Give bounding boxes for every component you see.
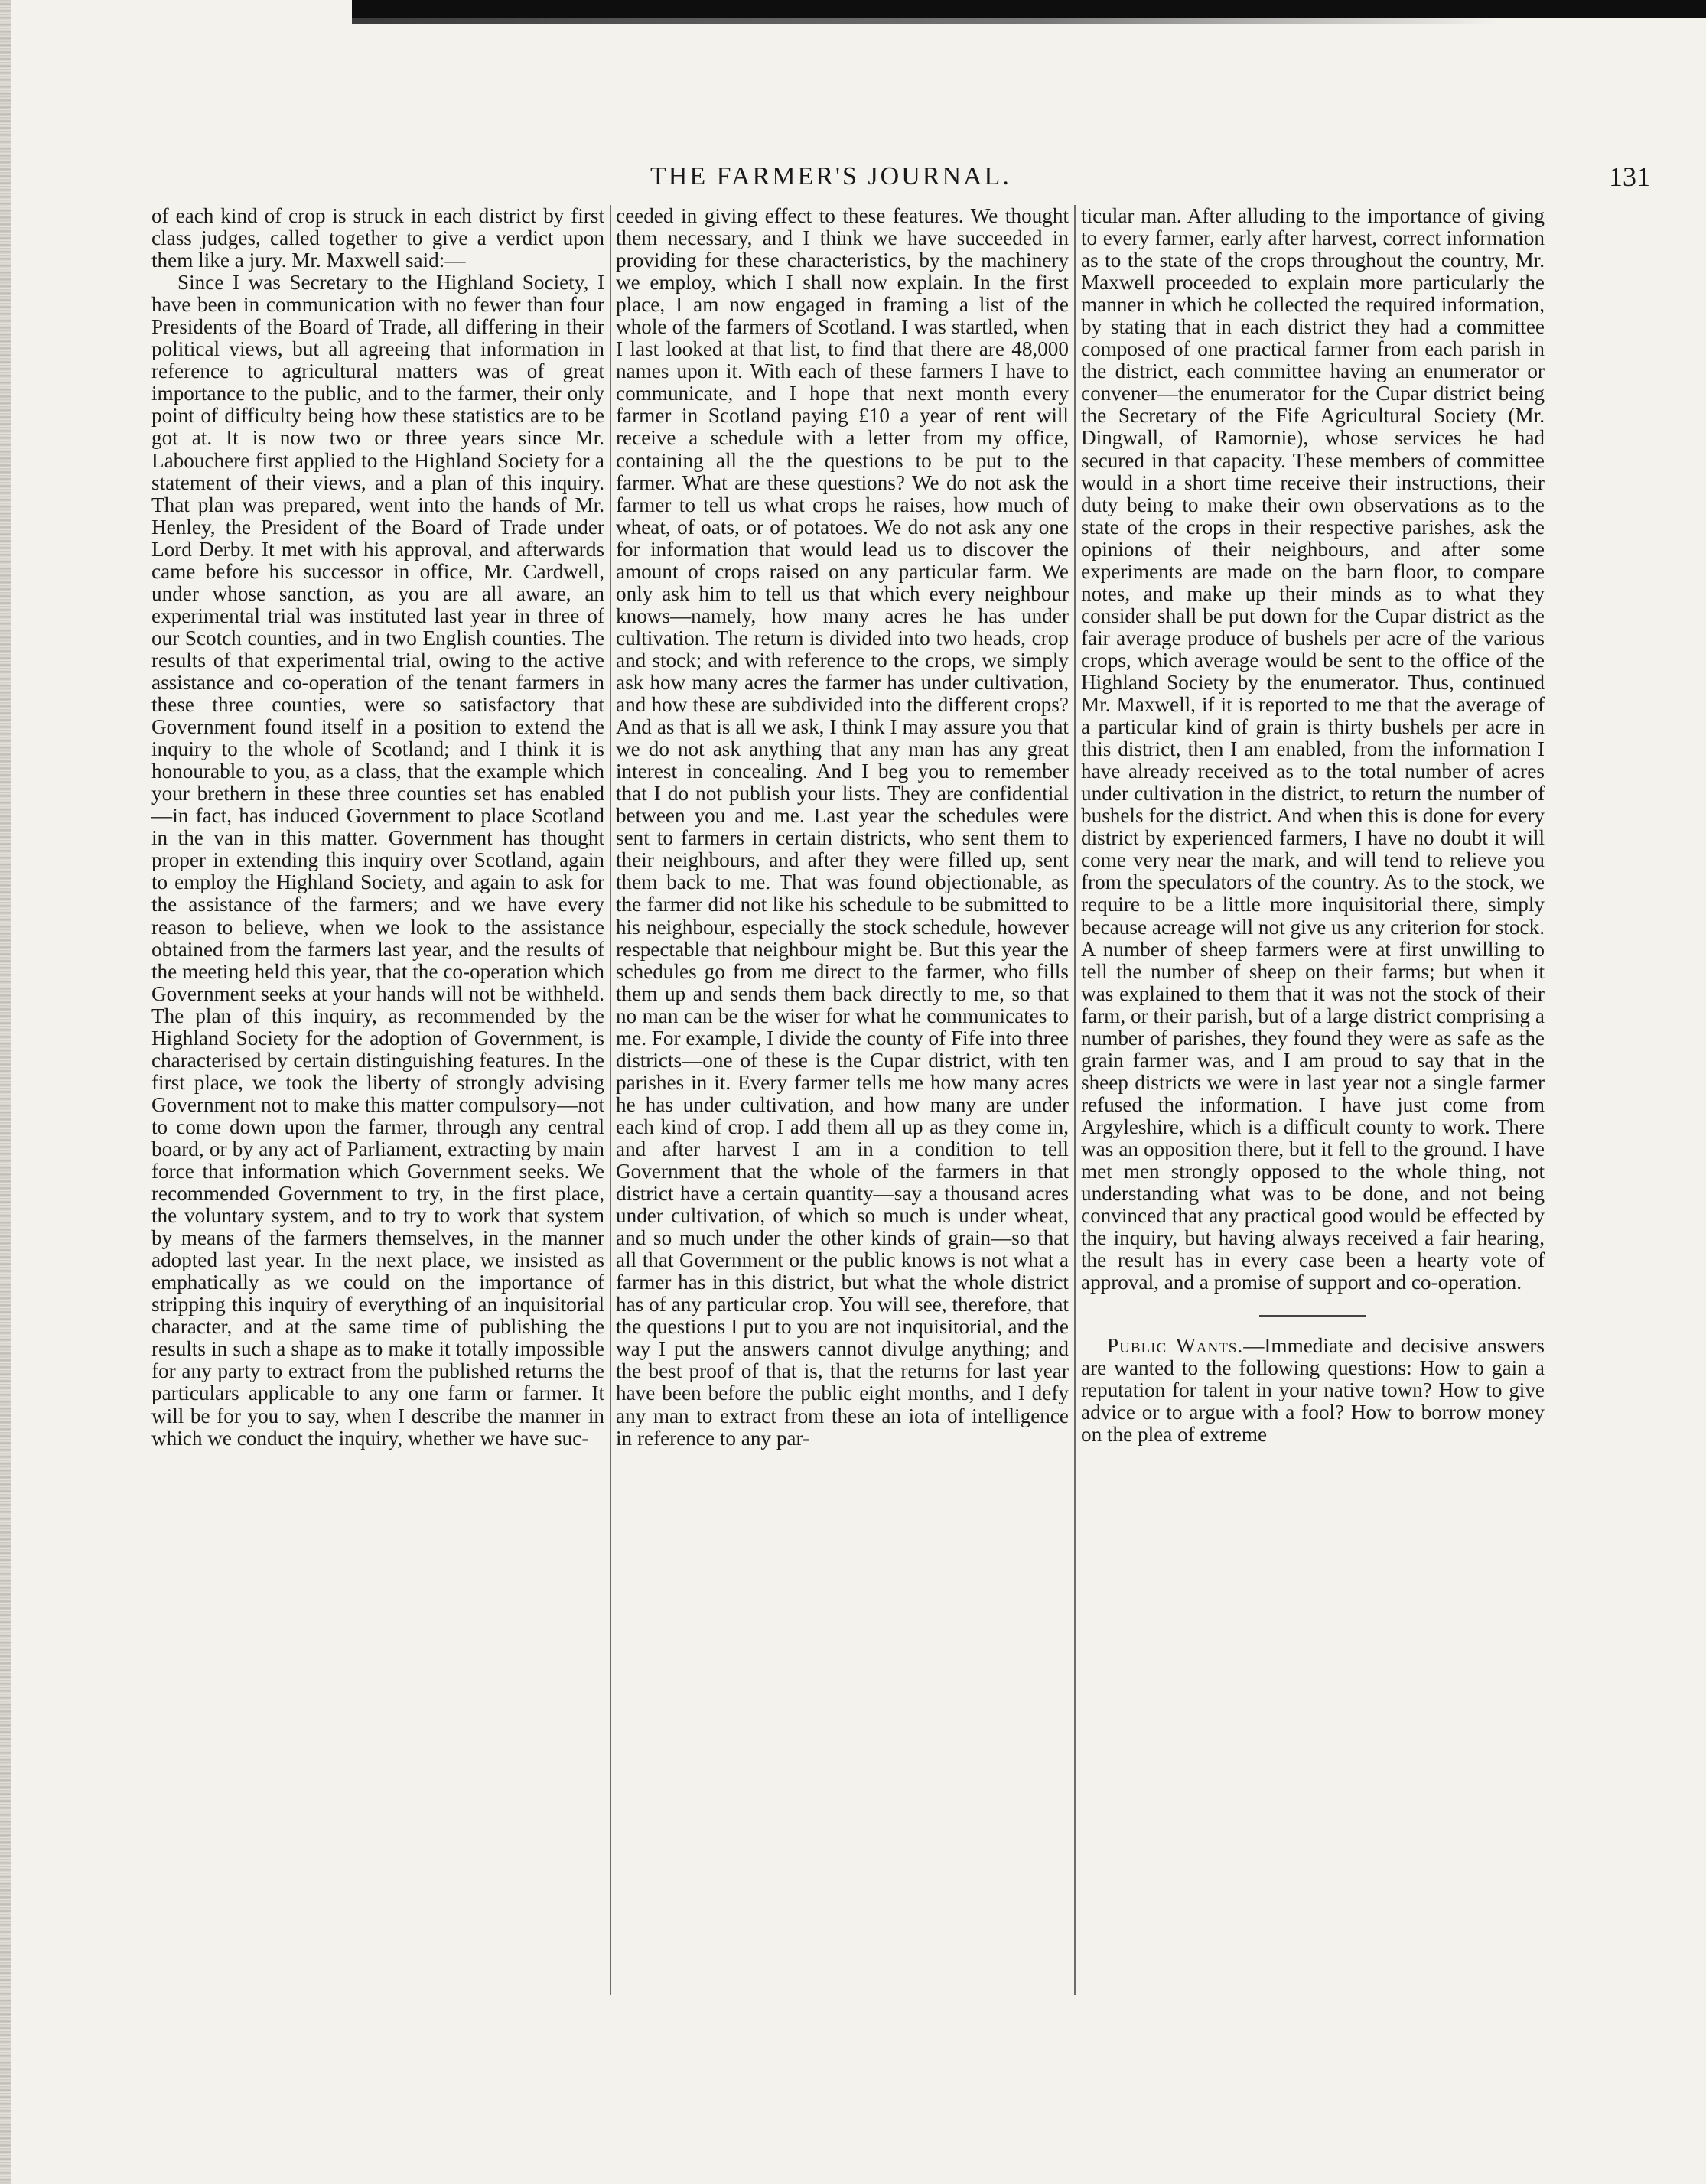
column-3 <box>1081 205 1545 2003</box>
col1-paragraph-2: Since I was Secretary to the Highland Society, I have been in communication with no fewer than four Presidents of the Board of Trade, all differing in their political views, but all agreeing that information in reference to agricultural matters was of great importance to the public, and to the farmer, their only point of difficulty being how these statistics are to be got at. It is now two or three years since Mr. Labouchere first applied to the Highland Society for a statement of their views, and a plan of this inquiry. That plan was prepared, went into the hands of Mr. Henley, the President of the Board of Trade under Lord Derby. It met with his approval, and afterwards came before his successor in office, Mr. Cardwell, under whose sanction, as you are all aware, an experimental trial was instituted last year in three of our Scotch counties, and in two English counties. The results of that experimental trial, owing to the active assistance and co-operation of the tenant farmers in these three counties, were so satisfactory that Government found itself in a position to extend the inquiry to the whole of Scotland; and I think it is honourable to you, as a class, that the example which your brethern in these three counties set has enabled—in fact, has induced Government to place Scotland in the van in this matter. Government has thought proper in extending this inquiry over Scotland, again to employ the Highland Society, and again to ask for the assistance of the farmers; and we have every reason to believe, when we look to the assistance obtained from the farmers last year, and the results of the meeting held this year, that the co-operation which Government seeks at your hands will not be withheld. The plan of this inquiry, as recommended by the Highland Society for the adoption of Government, is characterised by certain distinguishing features. In the first place, we took the liberty of strongly advising Government not to make this matter compulsory—not to come down upon the farmer, through any central board, or by any act of Parliament, extracting by main force that information which Government seeks. We recommended Government to try, in the first place, the voluntary system, and to try to work that system by means of the farmers themselves, in the manner adopted last year. In the next place, we insisted as emphatically as we could on the importance of stripping this inquiry of everything of an inquisitorial character, and at the same time of publishing the results in such a shape as to make it totally impossible for any party to extract from the published returns the particulars applicable to any one farm or farmer. It will be for you to say, when I describe the manner in which we conduct the inquiry, whether we have suc- <box>151 271 604 1450</box>
section-separator <box>1259 1315 1366 1317</box>
page-number: 131 <box>1609 161 1650 192</box>
public-wants-paragraph <box>1081 1335 1545 1446</box>
journal-title: THE FARMER'S JOURNAL. <box>650 162 1011 190</box>
col1-paragraph-1: of each kind of crop is struck in each district by first class judges, called together to give a verdict upon them like a jury. Mr. Maxwell said:— <box>151 205 604 272</box>
col3-paragraph-1: ticular man. After alluding to the importance of giving to every farmer, early after harvest, correct information as to the state of the crops throughout the country, Mr. Maxwell proceeded to explain more particularly the manner in which he collected the required information, by stating that in each district they had a committee composed of one practical farmer from each parish in the district, each committee having an enumerator or convener—the enumerator for the Cupar district being the Secretary of the Fife Agricultural Society (Mr. Dingwall, of Ramornie), whose services he had secured in that capacity. These members of committee would in a short time receive their instructions, their duty being to make their own observations as to the state of the crops in their respective parishes, ask the opinions of their neighbours, and after some experiments are made on the barn floor, to compare notes, and make up their minds as to what they consider shall be put down for the Cupar district as the fair average produce of bushels per acre of the various crops, which average would be sent to the office of the Highland Society by the enumerator. Thus, continued Mr. Maxwell, if it is reported to me that the average of a particular kind of grain is thirty bushels per acre in this district, then I am enabled, from the information I have already received as to the total number of acres under cultivation in the district, to return the number of bushels for the district. And when this is done for every district by experienced farmers, I have no doubt it will come very near the mark, and will tend to relieve you from the speculators of the country. As to the stock, we require to be a little more inquisitorial there, simply because acreage will not give us any criterion for stock. A number of sheep farmers were at first unwilling to tell the number of sheep on their farms; but when it was explained to them that it was not the stock of their farm, or their parish, but of a large district comprising a number of parishes, they found they were as safe as the grain farmer was, and I am proud to say that in the sheep districts we were in last year not a single farmer refused the information. I have just come from Argyleshire, which is a difficult county to work. There was an opposition there, but it fell to the ground. I have met men strongly opposed to the whole thing, not understanding what was to be done, and not being convinced that any practical good would be effected by the inquiry, but having always received a fair hearing, the result has in every case been a hearty vote of approval, and a promise of support and co-operation. <box>1081 205 1545 1294</box>
top-rule-shadow <box>352 18 1499 24</box>
public-wants-body: —Immediate and decisive answers are wanted to the following questions: How to gain a reputation for talent in your native town? How to give advice or to argue with a fool? How to borrow money on the plea of extreme <box>1081 1334 1545 1447</box>
page-binding-edge <box>0 0 11 2184</box>
column-rule-1 <box>610 205 611 1995</box>
col2-paragraph-1: ceeded in giving effect to these features. We thought them necessary, and I think we have succeeded in providing for these characteristics, by the machinery we employ, which I shall now explain. In the first place, I am now engaged in framing a list of the whole of the farmers of Scotland. I was startled, when I last looked at that list, to find that there are 48,000 names upon it. With each of these farmers I have to communicate, and I hope that next month every farmer in Scotland paying £10 a year of rent will receive a schedule with a letter from my office, containing all the the questions to be put to the farmer. What are these questions? We do not ask the farmer to tell us what crops he raises, how much of wheat, of oats, or of potatoes. We do not ask any one for information that would lead us to discover the amount of crops raised on any particular farm. We only ask him to tell us that which every neighbour knows—namely, how many acres he has under cultivation. The return is divided into two heads, crop and stock; and with reference to the crops, we simply ask how many acres the farmer has under cultivation, and how these are subdivided into the different crops? And as that is all we ask, I think I may assure you that we do not ask anything that any man has any great interest in concealing. And I beg you to remember that I do not publish your lists. They are confidential between you and me. Last year the schedules were sent to farmers in certain districts, who sent them to their neighbours, and after they were filled up, sent them back to me. That was found objectionable, as the farmer did not like his schedule to be submitted to his neighbour, especially the stock schedule, however respectable that neighbour might be. But this year the schedules go from me direct to the farmer, who fills them up and sends them back directly to me, so that no man can be the wiser for what he communicates to me. For example, I divide the county of Fife into three districts—one of these is the Cupar district, with ten parishes in it. Every farmer tells me how many acres he has under cultivation, and how many are under each kind of crop. I add them all up as they come in, and after harvest I am in a condition to tell Government that the whole of the farmers in that district have a certain quantity—say a thousand acres under cultivation, of which so much is under wheat, and so much under the other kinds of grain—so that all that Government or the public knows is not what a farmer has in this district, but what the whole district has of any particular crop. You will see, therefore, that the questions I put to you are not inquisitorial, and the way I put the answers cannot divulge anything; and the best proof of that is, that the returns for last year have been before the public eight months, and I defy any man to extract from these an iota of intelligence in reference to any par- <box>616 205 1069 1450</box>
column-rule-2 <box>1074 205 1076 1995</box>
public-wants-heading: Public Wants. <box>1107 1334 1244 1358</box>
column-2 <box>616 205 1069 2003</box>
top-black-rule <box>352 0 1706 18</box>
column-1 <box>151 205 604 2003</box>
